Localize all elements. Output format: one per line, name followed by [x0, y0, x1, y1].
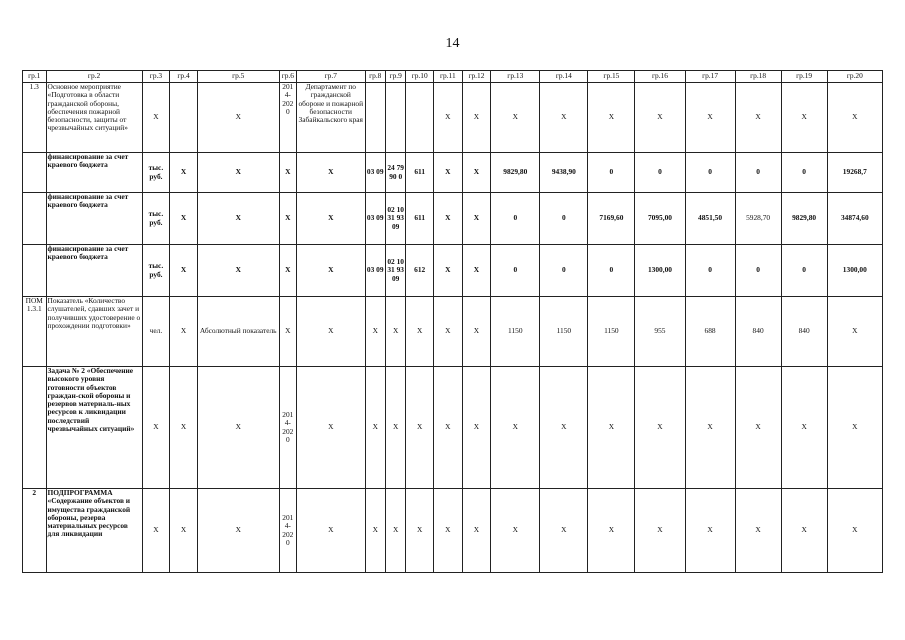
cell-section: 03 09 [365, 153, 385, 193]
cell-section: 03 09 [365, 245, 385, 297]
cell-code: 02 10 31 93 09 [385, 245, 405, 297]
cell-number [23, 245, 47, 297]
cell: Х [462, 83, 491, 153]
cell-amount: 0 [685, 245, 735, 297]
cell-period: 2014-2020 [279, 489, 296, 573]
cell: Х [170, 153, 198, 193]
cell: Х [588, 489, 635, 573]
cell: Х [170, 245, 198, 297]
cell: Х [827, 367, 882, 489]
cell: Х [279, 153, 296, 193]
header-row [23, 71, 883, 83]
cell: Х [197, 489, 279, 573]
table-row [23, 193, 883, 245]
cell [170, 83, 198, 153]
cell: Х [170, 489, 198, 573]
cell-unit: тыс. руб. [142, 245, 170, 297]
cell-amount: 4851,50 [685, 193, 735, 245]
column-header: гр.18 [735, 71, 781, 83]
cell: Х [588, 367, 635, 489]
column-header: гр.4 [170, 71, 198, 83]
cell: Х [685, 83, 735, 153]
cell: Х [462, 153, 491, 193]
cell: Х [279, 245, 296, 297]
column-header: гр.7 [297, 71, 366, 83]
cell-period: 2014-2020 [279, 83, 296, 153]
table-row [23, 153, 883, 193]
cell-number: ПОМ 1.3.1 [23, 297, 47, 367]
cell: Х [434, 193, 463, 245]
cell-section: 03 09 [365, 193, 385, 245]
cell: Х [685, 367, 735, 489]
cell: Х [279, 297, 296, 367]
cell: Х [197, 153, 279, 193]
cell: Х [197, 245, 279, 297]
cell: Х [540, 367, 588, 489]
cell: Х [297, 193, 366, 245]
cell: Х [142, 367, 170, 489]
cell: Х [434, 83, 463, 153]
cell: Х [385, 367, 405, 489]
cell-amount: 955 [635, 297, 685, 367]
cell-amount: 7095,00 [635, 193, 685, 245]
cell: Х [434, 297, 463, 367]
cell: Х [297, 297, 366, 367]
cell: Х [635, 367, 685, 489]
cell-amount: 19268,7 [827, 153, 882, 193]
cell: Х [491, 83, 540, 153]
cell: Х [170, 297, 198, 367]
cell-name: финансирование за счет краевого бюджета [46, 245, 142, 297]
cell: Х [827, 83, 882, 153]
cell: 612 [406, 245, 434, 297]
cell-amount: 9829,80 [491, 153, 540, 193]
cell [385, 83, 405, 153]
page-number: 14 [445, 36, 460, 51]
cell: Х [635, 489, 685, 573]
cell-unit: тыс. руб. [142, 193, 170, 245]
column-header: гр.17 [685, 71, 735, 83]
column-header: гр.8 [365, 71, 385, 83]
cell: Х [735, 367, 781, 489]
cell-amount: 7169,60 [588, 193, 635, 245]
cell-amount: 688 [685, 297, 735, 367]
cell-executor: Департамент по гражданской обороне и пожарной безопасности Забайкальского края [297, 83, 366, 153]
cell-name: финансирование за счет краевого бюджета [46, 153, 142, 193]
cell: Х [297, 489, 366, 573]
cell: Х [434, 489, 463, 573]
cell-amount: 1300,00 [827, 245, 882, 297]
cell: Х [142, 83, 170, 153]
column-header: гр.19 [781, 71, 827, 83]
cell: Х [491, 489, 540, 573]
cell: Х [434, 367, 463, 489]
cell-amount: 1150 [588, 297, 635, 367]
cell: Абсолютный показатель [197, 297, 279, 367]
cell-number: 1.3 [23, 83, 47, 153]
column-header: гр.11 [434, 71, 463, 83]
cell: Х [297, 153, 366, 193]
cell: Х [781, 489, 827, 573]
cell: Х [365, 367, 385, 489]
cell-amount: 0 [540, 245, 588, 297]
cell-amount: 0 [491, 193, 540, 245]
column-header: гр.16 [635, 71, 685, 83]
cell-period: 2014-2020 [279, 367, 296, 489]
cell-number [23, 367, 47, 489]
cell: Х [588, 83, 635, 153]
column-header: гр.2 [46, 71, 142, 83]
cell: Х [827, 297, 882, 367]
cell-name: финансирование за счет краевого бюджета [46, 193, 142, 245]
cell: Х [279, 193, 296, 245]
cell: Х [434, 245, 463, 297]
column-header: гр.13 [491, 71, 540, 83]
column-header: гр.5 [197, 71, 279, 83]
cell [406, 83, 434, 153]
cell: Х [385, 489, 405, 573]
cell-amount: 0 [635, 153, 685, 193]
column-header: гр.9 [385, 71, 405, 83]
cell-amount: 840 [735, 297, 781, 367]
cell: Х [385, 297, 405, 367]
table-row [23, 489, 883, 573]
cell: Х [462, 297, 491, 367]
cell: Х [735, 489, 781, 573]
table-row [23, 83, 883, 153]
cell-code: 24 79 90 0 [385, 153, 405, 193]
cell-amount: 9829,80 [781, 193, 827, 245]
cell: Х [197, 367, 279, 489]
cell-unit: тыс. руб. [142, 153, 170, 193]
cell: Х [406, 489, 434, 573]
column-header: гр.10 [406, 71, 434, 83]
cell: Х [735, 83, 781, 153]
program-table [22, 70, 883, 573]
cell-amount: 0 [735, 153, 781, 193]
column-header: гр.20 [827, 71, 882, 83]
cell-amount: 9438,90 [540, 153, 588, 193]
cell-number: 2 [23, 489, 47, 573]
cell: Х [197, 193, 279, 245]
cell: Х [491, 367, 540, 489]
cell-code: 02 10 31 93 09 [385, 193, 405, 245]
column-header: гр.1 [23, 71, 47, 83]
column-header: гр.6 [279, 71, 296, 83]
cell: Х [781, 83, 827, 153]
cell: Х [685, 489, 735, 573]
cell: 611 [406, 193, 434, 245]
cell: Х [142, 489, 170, 573]
cell-amount: 5928,70 [735, 193, 781, 245]
cell-number [23, 153, 47, 193]
cell: Х [827, 489, 882, 573]
cell: Х [297, 245, 366, 297]
cell: Х [297, 367, 366, 489]
cell: Х [540, 83, 588, 153]
cell-amount: 0 [491, 245, 540, 297]
cell-amount: 0 [735, 245, 781, 297]
cell: Х [781, 367, 827, 489]
cell-amount: 0 [588, 153, 635, 193]
cell-amount: 1300,00 [635, 245, 685, 297]
cell: Х [170, 367, 198, 489]
cell: Х [406, 367, 434, 489]
cell-name: Задача № 2 «Обеспечение высокого уровня готовности объектов граждан-ской обороны и резервов материаль-ных ресурсов к ликвидации последствий чрезвычайных ситуаций» [46, 367, 142, 489]
cell-name: Основное мероприятие «Подготовка в области гражданской обороны, обеспечения пожарной безопасности, защиты от чрезвычайных ситуаций» [46, 83, 142, 153]
cell-name: ПОДПРОГРАММА «Содержание объектов и имущества гражданской обороны, резерва материальных ресурсов для ликвидации [46, 489, 142, 573]
cell: Х [406, 297, 434, 367]
cell-amount: 0 [781, 245, 827, 297]
cell-name: Показатель «Количество слушателей, сдавших зачет и получивших удостоверение о прохождении подготовки» [46, 297, 142, 367]
cell-amount: 840 [781, 297, 827, 367]
cell: 611 [406, 153, 434, 193]
cell-number [23, 193, 47, 245]
cell: Х [462, 245, 491, 297]
column-header: гр.14 [540, 71, 588, 83]
table-row [23, 297, 883, 367]
cell-amount: 0 [685, 153, 735, 193]
cell-amount: 1150 [540, 297, 588, 367]
cell: Х [365, 489, 385, 573]
cell-amount: 0 [781, 153, 827, 193]
cell: Х [635, 83, 685, 153]
column-header: гр.3 [142, 71, 170, 83]
cell: Х [365, 297, 385, 367]
cell-unit: чел. [142, 297, 170, 367]
table-row [23, 245, 883, 297]
cell-amount: 1150 [491, 297, 540, 367]
column-header: гр.12 [462, 71, 491, 83]
cell: Х [462, 489, 491, 573]
cell: Х [462, 367, 491, 489]
cell: Х [434, 153, 463, 193]
cell: Х [197, 83, 279, 153]
cell: Х [170, 193, 198, 245]
cell-amount: 34874,60 [827, 193, 882, 245]
column-header: гр.15 [588, 71, 635, 83]
cell [365, 83, 385, 153]
cell: Х [462, 193, 491, 245]
table-row [23, 367, 883, 489]
cell-amount: 0 [540, 193, 588, 245]
cell: Х [540, 489, 588, 573]
cell-amount: 0 [588, 245, 635, 297]
